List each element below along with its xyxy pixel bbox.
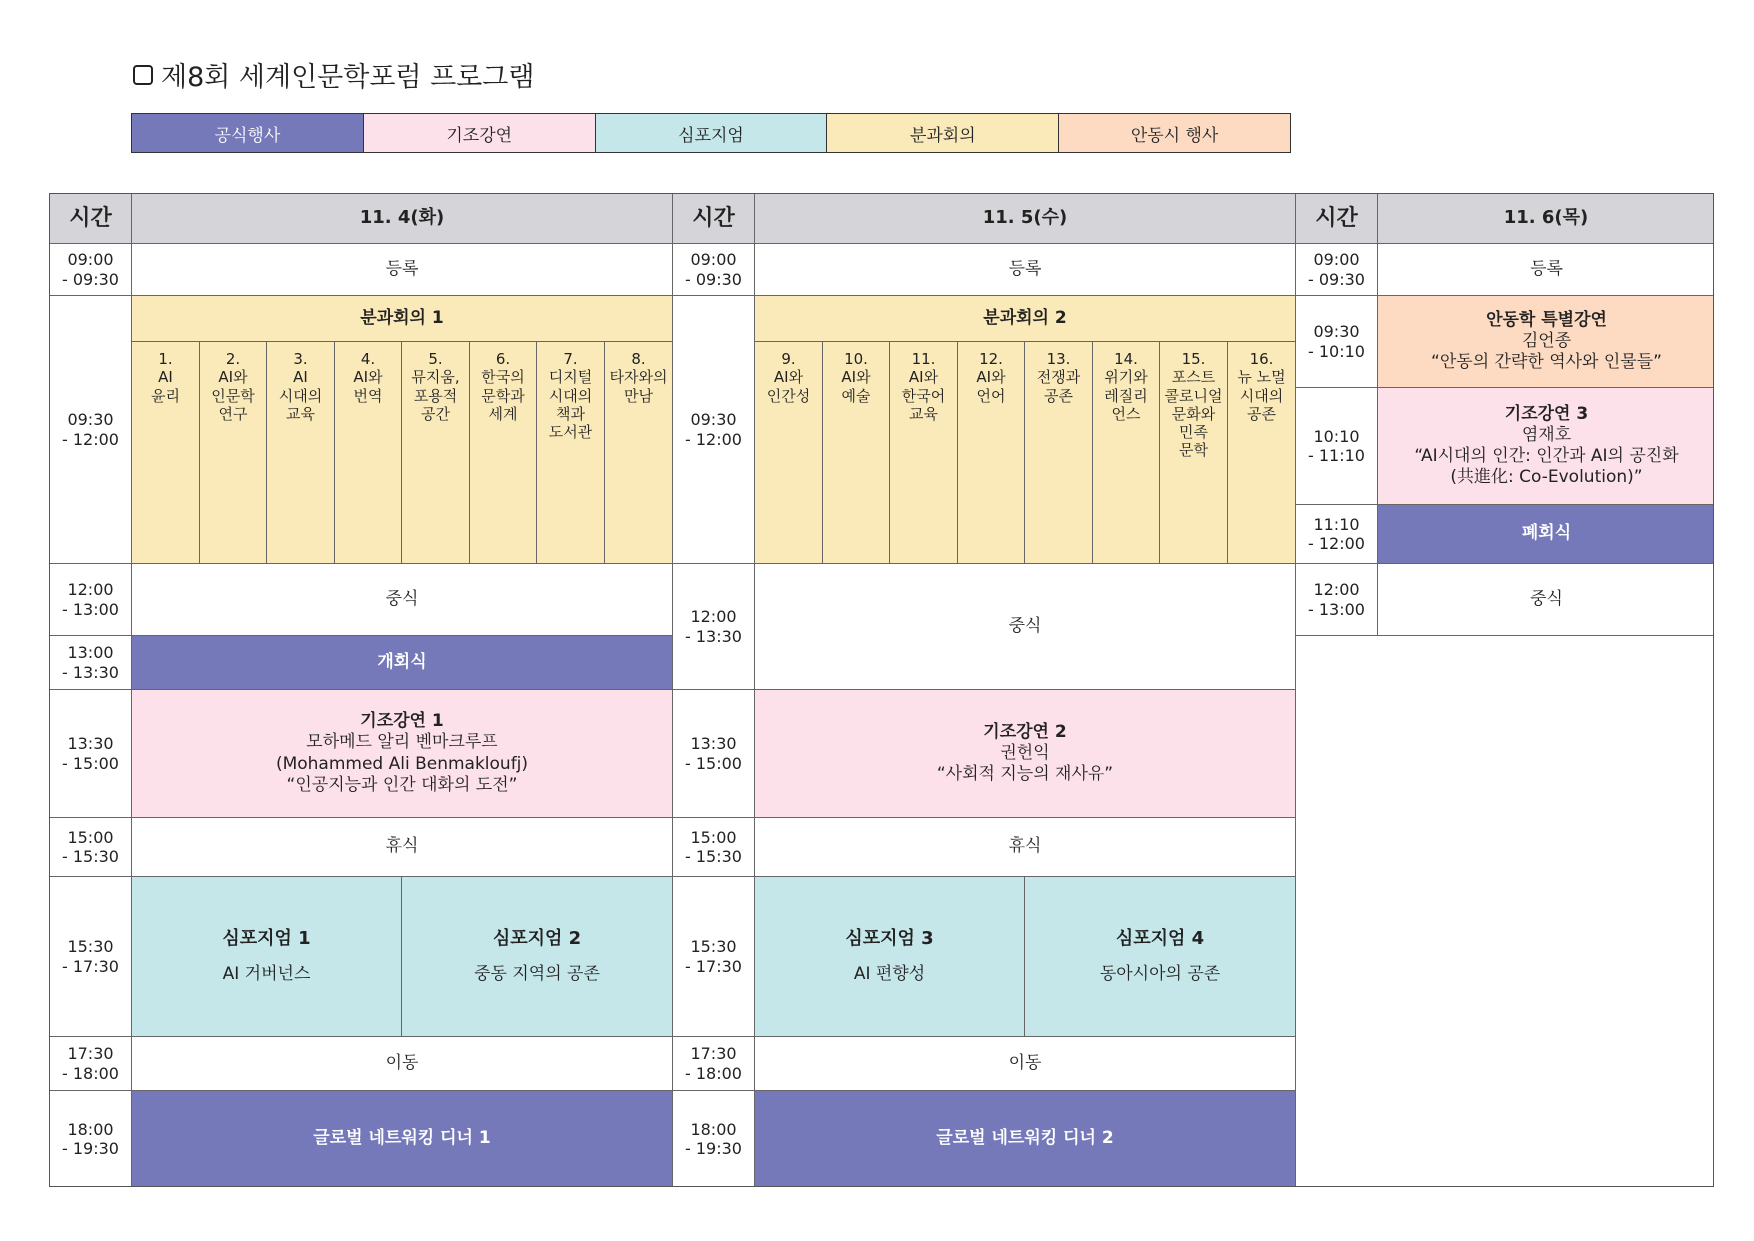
keynote-speaker: 모하메드 알리 벤마크루프	[306, 732, 498, 753]
header-day2: 11. 5(수)	[755, 194, 1296, 244]
time-1800-1930: 18:00 - 19:30	[50, 1091, 132, 1187]
legend-andong: 안동시 행사	[1059, 114, 1290, 152]
day1-symposium-1	[132, 877, 402, 1037]
time-1500-1530: 15:00 - 15:30	[50, 818, 132, 877]
schedule-table	[49, 193, 1714, 1187]
day2-keynote	[755, 690, 1296, 818]
symposium-title: 심포지엄 3	[845, 927, 934, 949]
day2-lunch: 중식	[755, 564, 1296, 690]
day2-session-10: 10. AI와 예술	[823, 342, 890, 564]
time-1200-1300: 12:00 - 13:00	[50, 564, 132, 636]
symposium-title: 심포지엄 1	[222, 927, 311, 949]
time-1010-1110: 10:10 - 11:10	[1296, 388, 1378, 505]
day3-closing: 폐회식	[1378, 505, 1714, 564]
keynote-speaker-en: (Mohammed Ali Benmakloufj)	[275, 753, 529, 774]
day1-session-5: 5. 뮤지움, 포용적 공간	[402, 342, 470, 564]
day2-session-13: 13. 전쟁과 공존	[1025, 342, 1093, 564]
day1-section-title: 분과회의 1	[132, 296, 673, 342]
time-0930-1010: 09:30 - 10:10	[1296, 296, 1378, 388]
special-lecture-topic: “안동의 간략한 역사와 인물들”	[1431, 352, 1662, 373]
day1-break: 휴식	[132, 818, 673, 877]
header-day3: 11. 6(목)	[1378, 194, 1714, 244]
time-1300-1330: 13:00 - 13:30	[50, 636, 132, 690]
day1-session-3: 3. AI 시대의 교육	[267, 342, 335, 564]
day2-session-9: 9. AI와 인간성	[755, 342, 823, 564]
keynote-title: 기조강연 2	[983, 721, 1067, 742]
keynote-topic: “사회적 지능의 재사유”	[936, 764, 1114, 785]
symposium-title: 심포지엄 2	[492, 927, 582, 949]
day2-dinner: 글로벌 네트워킹 디너 2	[755, 1091, 1296, 1187]
time-1730-1800: 17:30 - 18:00	[50, 1037, 132, 1091]
keynote-topic-line2: (共進化: Co-Evolution)”	[1450, 467, 1643, 488]
legend-section: 분과회의	[827, 114, 1059, 152]
day2-move: 이동	[755, 1037, 1296, 1091]
day1-session-8: 8. 타자와의 만남	[605, 342, 673, 564]
day2-section-title: 분과회의 2	[755, 296, 1296, 342]
day1-keynote	[132, 690, 673, 818]
square-icon	[133, 65, 153, 85]
day2-break: 휴식	[755, 818, 1296, 877]
day1-lunch: 중식	[132, 564, 673, 636]
keynote-speaker: 권헌익	[1000, 742, 1050, 763]
day1-session-6: 6. 한국의 문학과 세계	[470, 342, 537, 564]
header-time-3: 시간	[1296, 194, 1378, 244]
day2-session-16: 16. 뉴 노멀 시대의 공존	[1228, 342, 1296, 564]
special-lecture-speaker: 김언종	[1521, 330, 1572, 351]
time-0930-1200: 09:30 - 12:00	[673, 296, 755, 564]
time-0900: 09:00 - 09:30	[50, 244, 132, 296]
legend-symposium: 심포지엄	[596, 114, 828, 152]
keynote-speaker: 염재호	[1521, 424, 1572, 445]
header-day1: 11. 4(화)	[132, 194, 673, 244]
time-1730-1800: 17:30 - 18:00	[673, 1037, 755, 1091]
symposium-topic: AI 편향성	[853, 964, 926, 985]
time-1110-1200: 11:10 - 12:00	[1296, 505, 1378, 564]
time-1530-1730: 15:30 - 17:30	[50, 877, 132, 1037]
day3-lunch: 중식	[1378, 564, 1714, 636]
empty-area	[1296, 636, 1714, 1187]
keynote-topic-line1: “AI시대의 인간: 인간과 AI의 공진화	[1414, 446, 1679, 466]
special-lecture-title: 안동학 특별강연	[1486, 309, 1607, 330]
header-time-1: 시간	[50, 194, 132, 244]
time-0900: 09:00 - 09:30	[673, 244, 755, 296]
time-0900: 09:00 - 09:30	[1296, 244, 1378, 296]
time-1530-1730: 15:30 - 17:30	[673, 877, 755, 1037]
day1-opening: 개회식	[132, 636, 673, 690]
header-time-2: 시간	[673, 194, 755, 244]
legend-keynote: 기조강연	[364, 114, 596, 152]
symposium-topic: 동아시아의 공존	[1099, 964, 1221, 985]
symposium-topic: AI 거버넌스	[222, 964, 311, 985]
legend	[131, 113, 1291, 153]
day2-registration: 등록	[755, 244, 1296, 296]
time-1200-1300: 12:00 - 13:00	[1296, 564, 1378, 636]
day1-dinner: 글로벌 네트워킹 디너 1	[132, 1091, 673, 1187]
day2-symposium-3	[755, 877, 1025, 1037]
day1-session-2: 2. AI와 인문학 연구	[200, 342, 267, 564]
day2-session-14: 14. 위기와 레질리 언스	[1093, 342, 1160, 564]
symposium-title: 심포지엄 4	[1115, 927, 1205, 949]
day3-registration: 등록	[1378, 244, 1714, 296]
day3-keynote	[1378, 388, 1714, 505]
day2-session-12: 12. AI와 언어	[958, 342, 1025, 564]
day3-andong-lecture	[1378, 296, 1714, 388]
time-0930-1200: 09:30 - 12:00	[50, 296, 132, 564]
symposium-topic: 중동 지역의 공존	[474, 964, 600, 985]
time-1200-1330: 12:00 - 13:30	[673, 564, 755, 690]
day2-session-15: 15. 포스트 콜로니얼 문화와 민족 문학	[1160, 342, 1228, 564]
legend-official: 공식행사	[132, 114, 364, 152]
day1-session-7: 7. 디지털 시대의 책과 도서관	[537, 342, 605, 564]
title-text: 제8회 세계인문학포럼 프로그램	[161, 62, 535, 93]
day1-registration: 등록	[132, 244, 673, 296]
day1-session-1: 1. AI 윤리	[132, 342, 200, 564]
day1-session-4: 4. AI와 번역	[335, 342, 402, 564]
keynote-title: 기조강연 3	[1504, 403, 1589, 424]
day2-session-11: 11. AI와 한국어 교육	[890, 342, 958, 564]
time-1800-1930: 18:00 - 19:30	[673, 1091, 755, 1187]
time-1330-1500: 13:30 - 15:00	[50, 690, 132, 818]
day2-symposium-4	[1025, 877, 1296, 1037]
day1-move: 이동	[132, 1037, 673, 1091]
day1-symposium-2	[402, 877, 673, 1037]
keynote-title: 기조강연 1	[360, 711, 444, 731]
time-1330-1500: 13:30 - 15:00	[673, 690, 755, 818]
page-title	[133, 55, 534, 94]
time-1500-1530: 15:00 - 15:30	[673, 818, 755, 877]
keynote-topic: “인공지능과 인간 대화의 도전”	[286, 774, 518, 795]
